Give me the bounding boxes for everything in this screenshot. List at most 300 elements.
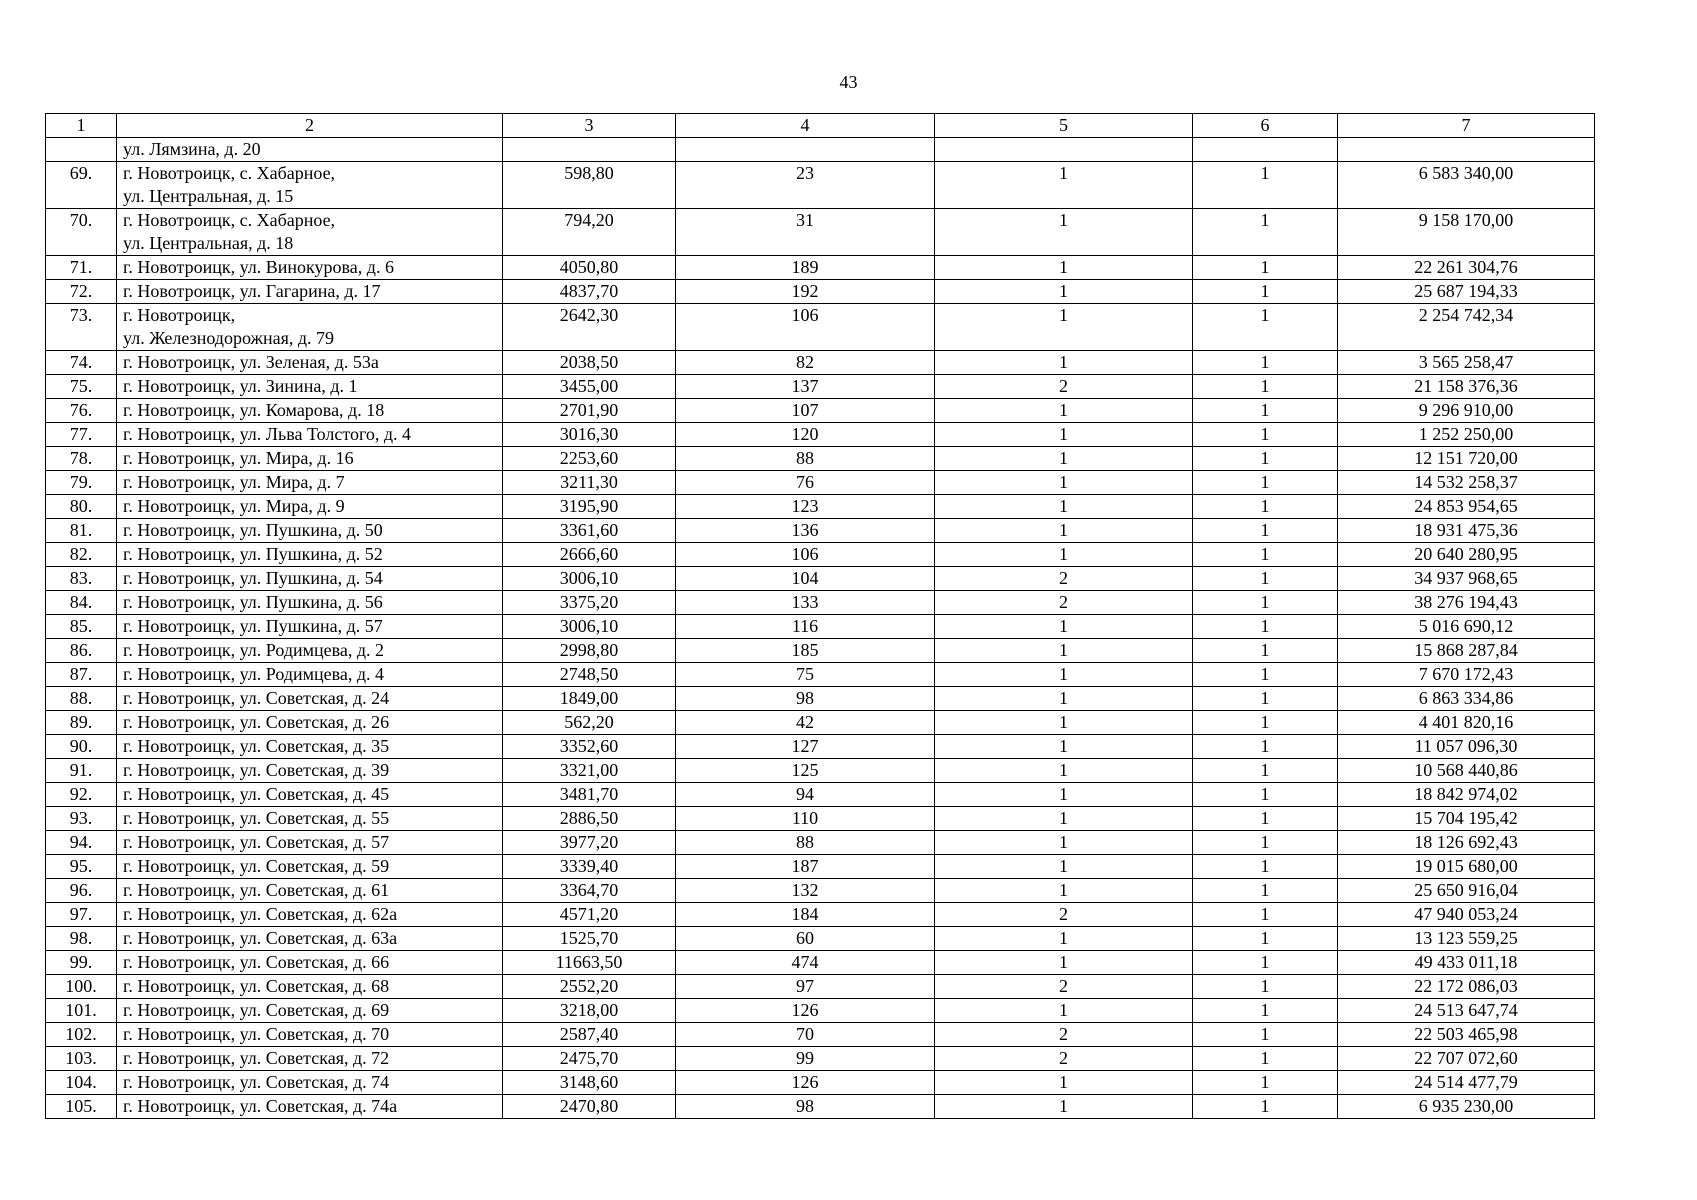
row-number: 87. — [46, 663, 117, 687]
table-row — [46, 304, 1595, 351]
column-5-cell: 1 — [935, 519, 1193, 543]
column-6-cell: 1 — [1193, 639, 1338, 663]
address-cell — [117, 304, 503, 351]
table-row — [46, 927, 1595, 951]
area-cell: 11663,50 — [503, 951, 676, 975]
residents-cell: 70 — [676, 1023, 935, 1047]
cost-cell: 38 276 194,43 — [1338, 591, 1595, 615]
address-line: г. Новотроицк, ул. Советская, д. 66 — [123, 952, 390, 972]
table-row — [46, 855, 1595, 879]
table-row — [46, 687, 1595, 711]
row-number: 82. — [46, 543, 117, 567]
table-row — [46, 999, 1595, 1023]
address-line: г. Новотроицк, ул. Советская, д. 55 — [123, 808, 390, 828]
address-line: г. Новотроицк, ул. Советская, д. 63а — [123, 928, 398, 948]
residents-cell: 136 — [676, 519, 935, 543]
registry-table — [45, 113, 1595, 1119]
table-row — [46, 591, 1595, 615]
residents-cell: 189 — [676, 256, 935, 280]
address-line: г. Новотроицк, ул. Винокурова, д. 6 — [123, 257, 394, 277]
column-6-cell: 1 — [1193, 711, 1338, 735]
cost-cell: 15 704 195,42 — [1338, 807, 1595, 831]
column-6-cell: 1 — [1193, 951, 1338, 975]
column-6-cell: 1 — [1193, 399, 1338, 423]
column-5-cell: 1 — [935, 879, 1193, 903]
address-line: г. Новотроицк, ул. Советская, д. 39 — [123, 760, 390, 780]
column-6-cell: 1 — [1193, 567, 1338, 591]
column-5-cell: 1 — [935, 423, 1193, 447]
residents-cell: 126 — [676, 1071, 935, 1095]
column-6-cell: 1 — [1193, 879, 1338, 903]
cost-cell: 12 151 720,00 — [1338, 447, 1595, 471]
table-row — [46, 831, 1595, 855]
address-cell — [117, 807, 503, 831]
column-5-cell: 1 — [935, 615, 1193, 639]
cost-cell: 2 254 742,34 — [1338, 304, 1595, 351]
cost-cell: 22 172 086,03 — [1338, 975, 1595, 999]
cost-cell: 10 568 440,86 — [1338, 759, 1595, 783]
cost-cell: 19 015 680,00 — [1338, 855, 1595, 879]
residents-cell: 94 — [676, 783, 935, 807]
cost-cell: 15 868 287,84 — [1338, 639, 1595, 663]
row-number: 86. — [46, 639, 117, 663]
column-6-cell: 1 — [1193, 783, 1338, 807]
column-header: 5 — [935, 114, 1193, 138]
area-cell: 2475,70 — [503, 1047, 676, 1071]
address-cell — [117, 999, 503, 1023]
cost-cell: 6 935 230,00 — [1338, 1095, 1595, 1119]
cost-cell: 24 513 647,74 — [1338, 999, 1595, 1023]
column-5-cell: 2 — [935, 1023, 1193, 1047]
row-number: 105. — [46, 1095, 117, 1119]
column-6-cell: 1 — [1193, 162, 1338, 209]
address-cell — [117, 903, 503, 927]
column-5-cell: 1 — [935, 543, 1193, 567]
area-cell: 2886,50 — [503, 807, 676, 831]
column-5-cell: 1 — [935, 951, 1193, 975]
table-row — [46, 543, 1595, 567]
row-number: 77. — [46, 423, 117, 447]
address-cell — [117, 1071, 503, 1095]
area-cell: 3148,60 — [503, 1071, 676, 1095]
residents-cell: 23 — [676, 162, 935, 209]
residents-cell: 126 — [676, 999, 935, 1023]
area-cell: 3016,30 — [503, 423, 676, 447]
cost-cell: 13 123 559,25 — [1338, 927, 1595, 951]
area-cell: 1849,00 — [503, 687, 676, 711]
address-line: г. Новотроицк, ул. Советская, д. 59 — [123, 856, 390, 876]
area-cell: 2642,30 — [503, 304, 676, 351]
address-line: г. Новотроицк, ул. Зинина, д. 1 — [123, 376, 358, 396]
table-row — [46, 783, 1595, 807]
table-row — [46, 711, 1595, 735]
column-5-cell: 1 — [935, 663, 1193, 687]
address-cell — [117, 1095, 503, 1119]
column-6-cell: 1 — [1193, 735, 1338, 759]
cost-cell: 34 937 968,65 — [1338, 567, 1595, 591]
table-row — [46, 975, 1595, 999]
row-number: 100. — [46, 975, 117, 999]
column-5-cell: 2 — [935, 567, 1193, 591]
row-number: 95. — [46, 855, 117, 879]
column-5-cell: 1 — [935, 711, 1193, 735]
row-number: 99. — [46, 951, 117, 975]
column-6-cell: 1 — [1193, 256, 1338, 280]
address-line: г. Новотроицк, ул. Советская, д. 45 — [123, 784, 390, 804]
column-6-cell: 1 — [1193, 1023, 1338, 1047]
area-cell: 2038,50 — [503, 351, 676, 375]
table-row — [46, 162, 1595, 209]
column-6-cell: 1 — [1193, 209, 1338, 256]
residents-cell: 106 — [676, 543, 935, 567]
table-row — [46, 256, 1595, 280]
table-row — [46, 519, 1595, 543]
column-6-cell: 1 — [1193, 351, 1338, 375]
area-cell: 3352,60 — [503, 735, 676, 759]
cost-cell: 21 158 376,36 — [1338, 375, 1595, 399]
address-cell — [117, 951, 503, 975]
address-line: г. Новотроицк, ул. Пушкина, д. 57 — [123, 616, 383, 636]
table-row — [46, 1047, 1595, 1071]
column-5-cell: 1 — [935, 807, 1193, 831]
area-cell: 2587,40 — [503, 1023, 676, 1047]
area-cell: 3455,00 — [503, 375, 676, 399]
row-number: 90. — [46, 735, 117, 759]
table-row — [46, 879, 1595, 903]
column-header: 1 — [46, 114, 117, 138]
row-number: 88. — [46, 687, 117, 711]
address-line: г. Новотроицк, ул. Зеленая, д. 53а — [123, 352, 379, 372]
column-5-cell: 1 — [935, 351, 1193, 375]
column-5-cell: 1 — [935, 855, 1193, 879]
area-cell: 3375,20 — [503, 591, 676, 615]
residents-cell: 98 — [676, 1095, 935, 1119]
address-line: ул. Центральная, д. 18 — [123, 233, 294, 253]
column-5-cell: 1 — [935, 1071, 1193, 1095]
table-row — [46, 138, 1595, 162]
row-number: 79. — [46, 471, 117, 495]
address-line: г. Новотроицк, ул. Советская, д. 74а — [123, 1096, 398, 1116]
area-cell: 2666,60 — [503, 543, 676, 567]
residents-cell — [676, 138, 935, 162]
cost-cell: 3 565 258,47 — [1338, 351, 1595, 375]
column-6-cell: 1 — [1193, 615, 1338, 639]
row-number: 89. — [46, 711, 117, 735]
address-line: г. Новотроицк, ул. Льва Толстого, д. 4 — [123, 424, 412, 444]
address-line: г. Новотроицк, ул. Комарова, д. 18 — [123, 400, 385, 420]
residents-cell: 31 — [676, 209, 935, 256]
address-line: г. Новотроицк, ул. Советская, д. 70 — [123, 1024, 390, 1044]
column-5-cell: 2 — [935, 375, 1193, 399]
address-cell — [117, 138, 503, 162]
table-row — [46, 495, 1595, 519]
area-cell: 3481,70 — [503, 783, 676, 807]
column-5-cell: 1 — [935, 735, 1193, 759]
address-cell — [117, 831, 503, 855]
column-6-cell: 1 — [1193, 280, 1338, 304]
address-cell — [117, 423, 503, 447]
table-row — [46, 351, 1595, 375]
cost-cell: 4 401 820,16 — [1338, 711, 1595, 735]
column-6-cell: 1 — [1193, 927, 1338, 951]
column-5-cell: 2 — [935, 591, 1193, 615]
address-cell — [117, 471, 503, 495]
table-row — [46, 615, 1595, 639]
column-5-cell — [935, 138, 1193, 162]
cost-cell: 7 670 172,43 — [1338, 663, 1595, 687]
area-cell: 2470,80 — [503, 1095, 676, 1119]
column-6-cell: 1 — [1193, 423, 1338, 447]
residents-cell: 82 — [676, 351, 935, 375]
row-number: 103. — [46, 1047, 117, 1071]
cost-cell: 22 261 304,76 — [1338, 256, 1595, 280]
residents-cell: 106 — [676, 304, 935, 351]
address-line: г. Новотроицк, ул. Советская, д. 57 — [123, 832, 390, 852]
area-cell — [503, 138, 676, 162]
column-6-cell: 1 — [1193, 1095, 1338, 1119]
address-line: г. Новотроицк, с. Хабарное, — [123, 210, 336, 230]
address-cell — [117, 783, 503, 807]
table-row — [46, 1071, 1595, 1095]
column-6-cell: 1 — [1193, 495, 1338, 519]
cost-cell: 18 842 974,02 — [1338, 783, 1595, 807]
address-line: г. Новотроицк, ул. Пушкина, д. 50 — [123, 520, 383, 540]
address-line: г. Новотроицк, ул. Советская, д. 24 — [123, 688, 390, 708]
residents-cell: 42 — [676, 711, 935, 735]
column-5-cell: 1 — [935, 759, 1193, 783]
row-number: 78. — [46, 447, 117, 471]
residents-cell: 110 — [676, 807, 935, 831]
cost-cell: 5 016 690,12 — [1338, 615, 1595, 639]
address-line: г. Новотроицк, ул. Мира, д. 7 — [123, 472, 345, 492]
residents-cell: 187 — [676, 855, 935, 879]
residents-cell: 184 — [676, 903, 935, 927]
row-number: 93. — [46, 807, 117, 831]
row-number: 91. — [46, 759, 117, 783]
table-row — [46, 280, 1595, 304]
address-cell — [117, 735, 503, 759]
column-6-cell: 1 — [1193, 1071, 1338, 1095]
address-cell — [117, 399, 503, 423]
address-cell — [117, 162, 503, 209]
row-number: 84. — [46, 591, 117, 615]
residents-cell: 98 — [676, 687, 935, 711]
table-row — [46, 951, 1595, 975]
residents-cell: 88 — [676, 447, 935, 471]
column-5-cell: 1 — [935, 256, 1193, 280]
address-cell — [117, 879, 503, 903]
table-row — [46, 903, 1595, 927]
row-number — [46, 138, 117, 162]
address-cell — [117, 711, 503, 735]
address-cell — [117, 687, 503, 711]
cost-cell: 18 931 475,36 — [1338, 519, 1595, 543]
area-cell: 3006,10 — [503, 567, 676, 591]
residents-cell: 116 — [676, 615, 935, 639]
address-line: г. Новотроицк, с. Хабарное, — [123, 163, 336, 183]
address-cell — [117, 927, 503, 951]
area-cell: 2701,90 — [503, 399, 676, 423]
area-cell: 562,20 — [503, 711, 676, 735]
address-cell — [117, 975, 503, 999]
area-cell: 2552,20 — [503, 975, 676, 999]
residents-cell: 137 — [676, 375, 935, 399]
cost-cell: 24 853 954,65 — [1338, 495, 1595, 519]
table-row — [46, 471, 1595, 495]
residents-cell: 88 — [676, 831, 935, 855]
column-6-cell — [1193, 138, 1338, 162]
cost-cell: 22 503 465,98 — [1338, 1023, 1595, 1047]
row-number: 94. — [46, 831, 117, 855]
residents-cell: 125 — [676, 759, 935, 783]
address-line: г. Новотроицк, ул. Мира, д. 9 — [123, 496, 345, 516]
address-cell — [117, 759, 503, 783]
row-number: 80. — [46, 495, 117, 519]
address-line: г. Новотроицк, ул. Родимцева, д. 2 — [123, 640, 385, 660]
column-6-cell: 1 — [1193, 831, 1338, 855]
cost-cell: 47 940 053,24 — [1338, 903, 1595, 927]
column-6-cell: 1 — [1193, 1047, 1338, 1071]
page-number: 43 — [839, 72, 858, 92]
area-cell: 4050,80 — [503, 256, 676, 280]
table-row — [46, 375, 1595, 399]
address-cell — [117, 543, 503, 567]
column-5-cell: 2 — [935, 1047, 1193, 1071]
cost-cell: 9 158 170,00 — [1338, 209, 1595, 256]
column-5-cell: 1 — [935, 471, 1193, 495]
cost-cell: 14 532 258,37 — [1338, 471, 1595, 495]
column-6-cell: 1 — [1193, 304, 1338, 351]
row-number: 92. — [46, 783, 117, 807]
address-line: г. Новотроицк, ул. Родимцева, д. 4 — [123, 664, 385, 684]
column-6-cell: 1 — [1193, 855, 1338, 879]
table-row — [46, 735, 1595, 759]
address-line: ул. Центральная, д. 15 — [123, 186, 294, 206]
residents-cell: 97 — [676, 975, 935, 999]
residents-cell: 127 — [676, 735, 935, 759]
column-5-cell: 1 — [935, 639, 1193, 663]
row-number: 85. — [46, 615, 117, 639]
table-row — [46, 1095, 1595, 1119]
cost-cell — [1338, 138, 1595, 162]
area-cell: 3339,40 — [503, 855, 676, 879]
address-cell — [117, 639, 503, 663]
address-line: г. Новотроицк, ул. Мира, д. 16 — [123, 448, 354, 468]
column-5-cell: 1 — [935, 280, 1193, 304]
area-cell: 4837,70 — [503, 280, 676, 304]
address-cell — [117, 663, 503, 687]
area-cell: 2253,60 — [503, 447, 676, 471]
residents-cell: 99 — [676, 1047, 935, 1071]
address-cell — [117, 855, 503, 879]
row-number: 69. — [46, 162, 117, 209]
column-5-cell: 1 — [935, 1095, 1193, 1119]
area-cell: 3321,00 — [503, 759, 676, 783]
table-row — [46, 447, 1595, 471]
column-5-cell: 1 — [935, 162, 1193, 209]
column-5-cell: 2 — [935, 903, 1193, 927]
column-5-cell: 1 — [935, 783, 1193, 807]
cost-cell: 25 687 194,33 — [1338, 280, 1595, 304]
row-number: 73. — [46, 304, 117, 351]
row-number: 81. — [46, 519, 117, 543]
residents-cell: 75 — [676, 663, 935, 687]
cost-cell: 25 650 916,04 — [1338, 879, 1595, 903]
cost-cell: 6 583 340,00 — [1338, 162, 1595, 209]
table-row — [46, 209, 1595, 256]
column-6-cell: 1 — [1193, 807, 1338, 831]
table-row — [46, 423, 1595, 447]
address-line: ул. Железнодорожная, д. 79 — [123, 328, 335, 348]
row-number: 96. — [46, 879, 117, 903]
row-number: 83. — [46, 567, 117, 591]
address-cell — [117, 615, 503, 639]
row-number: 102. — [46, 1023, 117, 1047]
residents-cell: 107 — [676, 399, 935, 423]
cost-cell: 6 863 334,86 — [1338, 687, 1595, 711]
table-row — [46, 399, 1595, 423]
cost-cell: 20 640 280,95 — [1338, 543, 1595, 567]
column-5-cell: 2 — [935, 975, 1193, 999]
row-number: 98. — [46, 927, 117, 951]
cost-cell: 11 057 096,30 — [1338, 735, 1595, 759]
address-cell — [117, 495, 503, 519]
residents-cell: 123 — [676, 495, 935, 519]
column-6-cell: 1 — [1193, 447, 1338, 471]
area-cell: 3218,00 — [503, 999, 676, 1023]
row-number: 70. — [46, 209, 117, 256]
area-cell: 4571,20 — [503, 903, 676, 927]
address-line: г. Новотроицк, ул. Пушкина, д. 52 — [123, 544, 383, 564]
column-5-cell: 1 — [935, 447, 1193, 471]
cost-cell: 24 514 477,79 — [1338, 1071, 1595, 1095]
address-line: г. Новотроицк, ул. Советская, д. 61 — [123, 880, 390, 900]
residents-cell: 192 — [676, 280, 935, 304]
residents-cell: 76 — [676, 471, 935, 495]
area-cell: 3364,70 — [503, 879, 676, 903]
address-cell — [117, 567, 503, 591]
residents-cell: 133 — [676, 591, 935, 615]
address-line: г. Новотроицк, ул. Советская, д. 62а — [123, 904, 398, 924]
address-line: г. Новотроицк, ул. Советская, д. 26 — [123, 712, 390, 732]
column-6-cell: 1 — [1193, 663, 1338, 687]
cost-cell: 49 433 011,18 — [1338, 951, 1595, 975]
column-6-cell: 1 — [1193, 903, 1338, 927]
area-cell: 3006,10 — [503, 615, 676, 639]
column-5-cell: 1 — [935, 209, 1193, 256]
address-cell — [117, 447, 503, 471]
column-5-cell: 1 — [935, 999, 1193, 1023]
address-line: г. Новотроицк, — [123, 305, 236, 325]
residents-cell: 60 — [676, 927, 935, 951]
address-cell — [117, 256, 503, 280]
column-6-cell: 1 — [1193, 375, 1338, 399]
residents-cell: 120 — [676, 423, 935, 447]
column-6-cell: 1 — [1193, 519, 1338, 543]
address-line: г. Новотроицк, ул. Советская, д. 72 — [123, 1048, 390, 1068]
row-number: 104. — [46, 1071, 117, 1095]
address-line: г. Новотроицк, ул. Гагарина, д. 17 — [123, 281, 381, 301]
address-cell — [117, 1047, 503, 1071]
residents-cell: 474 — [676, 951, 935, 975]
column-5-cell: 1 — [935, 399, 1193, 423]
area-cell: 3211,30 — [503, 471, 676, 495]
row-number: 72. — [46, 280, 117, 304]
column-header: 2 — [117, 114, 503, 138]
table-row — [46, 663, 1595, 687]
area-cell: 3977,20 — [503, 831, 676, 855]
area-cell: 794,20 — [503, 209, 676, 256]
